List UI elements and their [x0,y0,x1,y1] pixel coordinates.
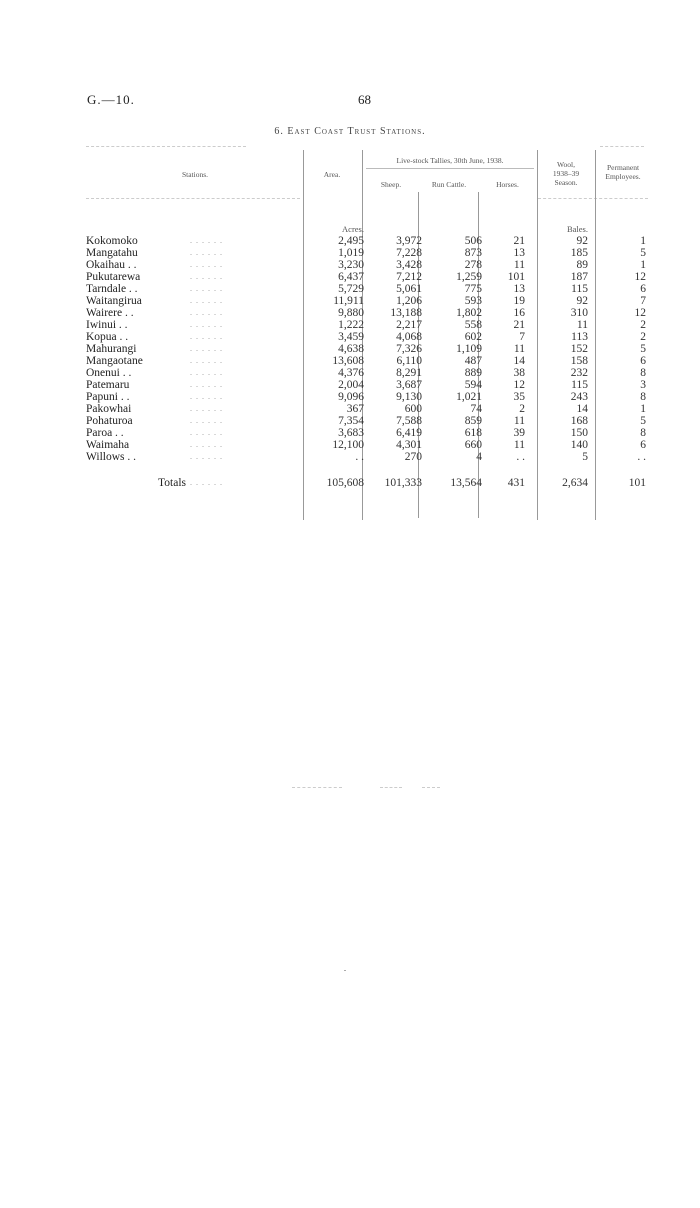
dot-leader: . . . . . . [190,440,223,449]
cell-wool: 243 [570,391,588,403]
col-head-livestock: Live-stock Tallies, 30th June, 1938. [396,156,504,165]
header-rule-left [86,146,246,147]
cell-employees: . . [637,451,646,463]
cell-wool: 310 [570,307,588,319]
cell-employees: 8 [640,427,646,439]
cell-employees: 5 [640,247,646,259]
totals-label: Totals [158,477,186,489]
station-name: Waimaha [86,439,130,451]
column-gap [528,259,558,271]
dot-leader: . . . . . . [190,332,223,341]
cell-horses: 11 [513,415,525,427]
dot-leader: . . . . . . [190,478,223,487]
dot-leader: . . . . . . [190,416,223,425]
table-row [86,319,658,331]
cell-employees: 3 [640,379,646,391]
cell-area: 9,880 [338,307,364,319]
stations-table [86,211,658,489]
col-head-wool-line3: Season. [554,178,578,187]
col-head-employees [596,163,650,181]
cell-employees: 6 [640,439,646,451]
col-head-wool-line1: Wool, [557,160,575,169]
cell-horses: 11 [513,343,525,355]
cell-cattle: 487 [464,355,482,367]
table-row [86,367,658,379]
cell-horses: 19 [513,295,525,307]
dot-leader: . . . . . . [190,452,223,461]
table-row [86,427,658,439]
cell-sheep: 3,687 [396,379,422,391]
station-name: Pukutarewa [86,271,141,283]
cell-wool: 14 [576,403,588,415]
cell-cattle: 889 [464,367,482,379]
cell-horses: . . [516,451,525,463]
dot-leader: . . . . . . [190,320,223,329]
cell-sheep: 101,333 [384,477,422,489]
cell-cattle: 873 [464,247,482,259]
table-row [86,259,658,271]
cell-wool: 150 [570,427,588,439]
cell-wool: 5 [582,451,588,463]
column-gap [528,475,558,489]
table-row [86,391,658,403]
cell-sheep: 5,061 [396,283,422,295]
cell-wool: 11 [576,319,588,331]
dot-leader: . . . . . . [190,296,223,305]
cell-wool: 113 [571,331,588,343]
dot-leader: . . . . . . [190,344,223,353]
column-gap [528,391,558,403]
cell-area: 1,222 [338,319,364,331]
table-row [86,343,658,355]
cell-sheep: 8,291 [396,367,422,379]
cell-cattle: 618 [464,427,482,439]
column-gap [528,343,558,355]
station-name: Tarndale . . [86,283,138,295]
cell-horses: 35 [513,391,525,403]
cell-horses: 21 [513,235,525,247]
dot-leader: . . . . . . [190,248,223,257]
station-name: Okaihau . . [86,259,137,271]
cell-area: 3,683 [338,427,364,439]
station-name: Pakowhai [86,403,132,415]
dot-leader: . . . . . . [190,428,223,437]
cell-area: . . [355,451,364,463]
cell-wool: 115 [571,379,588,391]
cell-area: 2,004 [338,379,364,391]
cell-cattle: 660 [464,439,482,451]
cell-employees: 2 [640,331,646,343]
cell-horses: 101 [507,271,525,283]
cell-wool: 232 [570,367,588,379]
cell-horses: 38 [513,367,525,379]
cell-horses: 2 [519,403,525,415]
cell-cattle: 593 [464,295,482,307]
col-head-stations: Stations. [181,170,209,179]
cell-cattle: 1,021 [456,391,482,403]
dot-leader: . . . . . . [190,368,223,377]
dot-leader: . . . . . . [190,272,223,281]
cell-wool: 92 [576,235,588,247]
station-name: Waitangirua [86,295,142,307]
column-gap [528,295,558,307]
col-head-wool-line2: 1938–39 [552,169,580,178]
table-row [86,439,658,451]
page-number: 68 [358,92,371,107]
cell-wool: 115 [571,283,588,295]
cell-area: 3,459 [338,331,364,343]
cell-area: 3,230 [338,259,364,271]
cell-area: 9,096 [338,391,364,403]
col-head-sheep: Sheep. [380,180,402,189]
column-gap [528,283,558,295]
table-row [86,451,658,463]
column-gap [528,439,558,451]
cell-sheep: 3,428 [396,259,422,271]
cell-horses: 21 [513,319,525,331]
dot-leader: . . . . . . [190,404,223,413]
cell-area: 6,437 [338,271,364,283]
cell-wool: 158 [570,355,588,367]
cell-cattle: 278 [464,259,482,271]
cell-employees: 5 [640,415,646,427]
cell-cattle: 775 [464,283,482,295]
cell-sheep: 3,972 [396,235,422,247]
cell-area: 4,638 [338,343,364,355]
cell-cattle: 13,564 [450,477,482,489]
cell-employees: 1 [640,259,646,271]
column-gap [528,247,558,259]
table-row [86,283,658,295]
dot-leader: . . . . . . [190,392,223,401]
column-gap [528,403,558,415]
cell-sheep: 600 [404,403,422,415]
cell-horses: 12 [513,379,525,391]
station-name: Kopua . . [86,331,129,343]
cell-employees: 1 [640,403,646,415]
cell-wool: 187 [570,271,588,283]
column-gap [528,379,558,391]
column-gap [528,451,558,463]
column-gap [528,355,558,367]
cell-employees: 12 [634,271,646,283]
cell-wool: 185 [570,247,588,259]
footer-rule-mid [380,787,402,788]
cell-wool: 168 [570,415,588,427]
cell-cattle: 558 [464,319,482,331]
cell-horses: 11 [513,259,525,271]
units-row [86,223,658,235]
cell-employees: 5 [640,343,646,355]
cell-employees: 6 [640,283,646,295]
table-row [86,235,658,247]
cell-horses: 13 [513,283,525,295]
spacer-row [86,463,658,475]
cell-employees: 8 [640,391,646,403]
cell-area: 11,911 [333,295,364,307]
cell-cattle: 506 [464,235,482,247]
dot-leader: . . . . . . [190,308,223,317]
station-name: Pohaturoa [86,415,133,427]
cell-area: 13,608 [332,355,364,367]
cell-employees: 7 [640,295,646,307]
cell-cattle: 74 [470,403,482,415]
cell-cattle: 1,259 [456,271,482,283]
cell-horses: 39 [513,427,525,439]
cell-wool: 92 [576,295,588,307]
cell-horses: 431 [507,477,525,489]
cell-employees: 12 [634,307,646,319]
column-gap [528,331,558,343]
cell-area: 367 [346,403,364,415]
cell-area: 7,354 [338,415,364,427]
cell-area: 2,495 [338,235,364,247]
station-name: Onenui . . [86,367,132,379]
table-row [86,379,658,391]
cell-sheep: 7,212 [396,271,422,283]
table-row [86,271,658,283]
dot-leader: . . . . . . [190,236,223,245]
col-head-wool [540,160,592,187]
cell-area: 1,019 [338,247,364,259]
column-gap [528,319,558,331]
station-name: Wairere . . [86,307,134,319]
table-row [86,331,658,343]
dot-leader: . . . . . . [190,356,223,365]
cell-sheep: 7,228 [396,247,422,259]
cell-sheep: 9,130 [396,391,422,403]
cell-sheep: 1,206 [396,295,422,307]
table-title: 6. East Coast Trust Stations. [274,126,426,137]
cell-employees: 8 [640,367,646,379]
col-head-area: Area. [323,170,341,179]
cell-sheep: 4,068 [396,331,422,343]
station-name: Willows . . [86,451,137,463]
cell-sheep: 7,326 [396,343,422,355]
cell-sheep: 7,588 [396,415,422,427]
station-name: Mangatahu [86,247,138,259]
totals-row [86,475,658,489]
column-gap [528,415,558,427]
cell-horses: 11 [513,439,525,451]
cell-employees: 1 [640,235,646,247]
col-head-cattle: Run Cattle. [431,180,467,189]
head-rule-right [538,198,648,199]
unit-area: Acres. [342,224,364,234]
cell-cattle: 4 [476,451,482,463]
station-name: Mangaotane [86,355,143,367]
cell-sheep: 2,217 [396,319,422,331]
station-name: Iwinui . . [86,319,128,331]
unit-wool: Bales. [566,224,588,234]
table-row [86,295,658,307]
station-name: Paroa . . [86,427,124,439]
cell-employees: 2 [640,319,646,331]
station-name: Kokomoko [86,235,138,247]
cell-cattle: 602 [464,331,482,343]
station-name: Mahurangi [86,343,137,355]
column-gap [528,427,558,439]
cell-cattle: 859 [464,415,482,427]
cell-sheep: 4,301 [396,439,422,451]
cell-employees: 101 [628,477,646,489]
cell-wool: 152 [570,343,588,355]
livestock-underline [366,168,534,169]
cell-cattle: 1,802 [456,307,482,319]
header-rule-right [600,146,644,147]
cell-sheep: 6,419 [396,427,422,439]
cell-horses: 13 [513,247,525,259]
footer-rule-right [422,787,440,788]
col-head-employees-line2: Employees. [605,172,641,181]
cell-sheep: 6,110 [396,355,422,367]
speck-mark [344,970,346,971]
station-name: Papuni . . [86,391,130,403]
col-head-horses: Horses. [496,180,519,189]
cell-horses: 14 [513,355,525,367]
column-gap [528,271,558,283]
column-gap [528,367,558,379]
column-gap [528,307,558,319]
table-row [86,247,658,259]
cell-employees: 6 [640,355,646,367]
cell-wool: 140 [570,439,588,451]
cell-horses: 16 [513,307,525,319]
cell-cattle: 1,109 [456,343,482,355]
dot-leader: . . . . . . [190,260,223,269]
cell-wool: 89 [576,259,588,271]
table-row [86,355,658,367]
cell-horses: 7 [519,331,525,343]
cell-sheep: 13,188 [390,307,422,319]
cell-area: 12,100 [332,439,364,451]
head-rule-stations [86,198,300,199]
footer-rule-left [292,787,342,788]
cell-area: 105,608 [326,477,364,489]
cell-cattle: 594 [464,379,482,391]
column-gap [528,235,558,247]
cell-sheep: 270 [404,451,422,463]
table-row [86,415,658,427]
spacer-row [86,211,658,223]
table-row [86,307,658,319]
station-name: Patemaru [86,379,130,391]
col-head-employees-line1: Permanent [606,163,640,172]
cell-wool: 2,634 [562,477,588,489]
cell-area: 5,729 [338,283,364,295]
table-row [86,403,658,415]
document-reference: G.—10. [87,92,135,107]
dot-leader: . . . . . . [190,380,223,389]
cell-area: 4,376 [338,367,364,379]
dot-leader: . . . . . . [190,284,223,293]
